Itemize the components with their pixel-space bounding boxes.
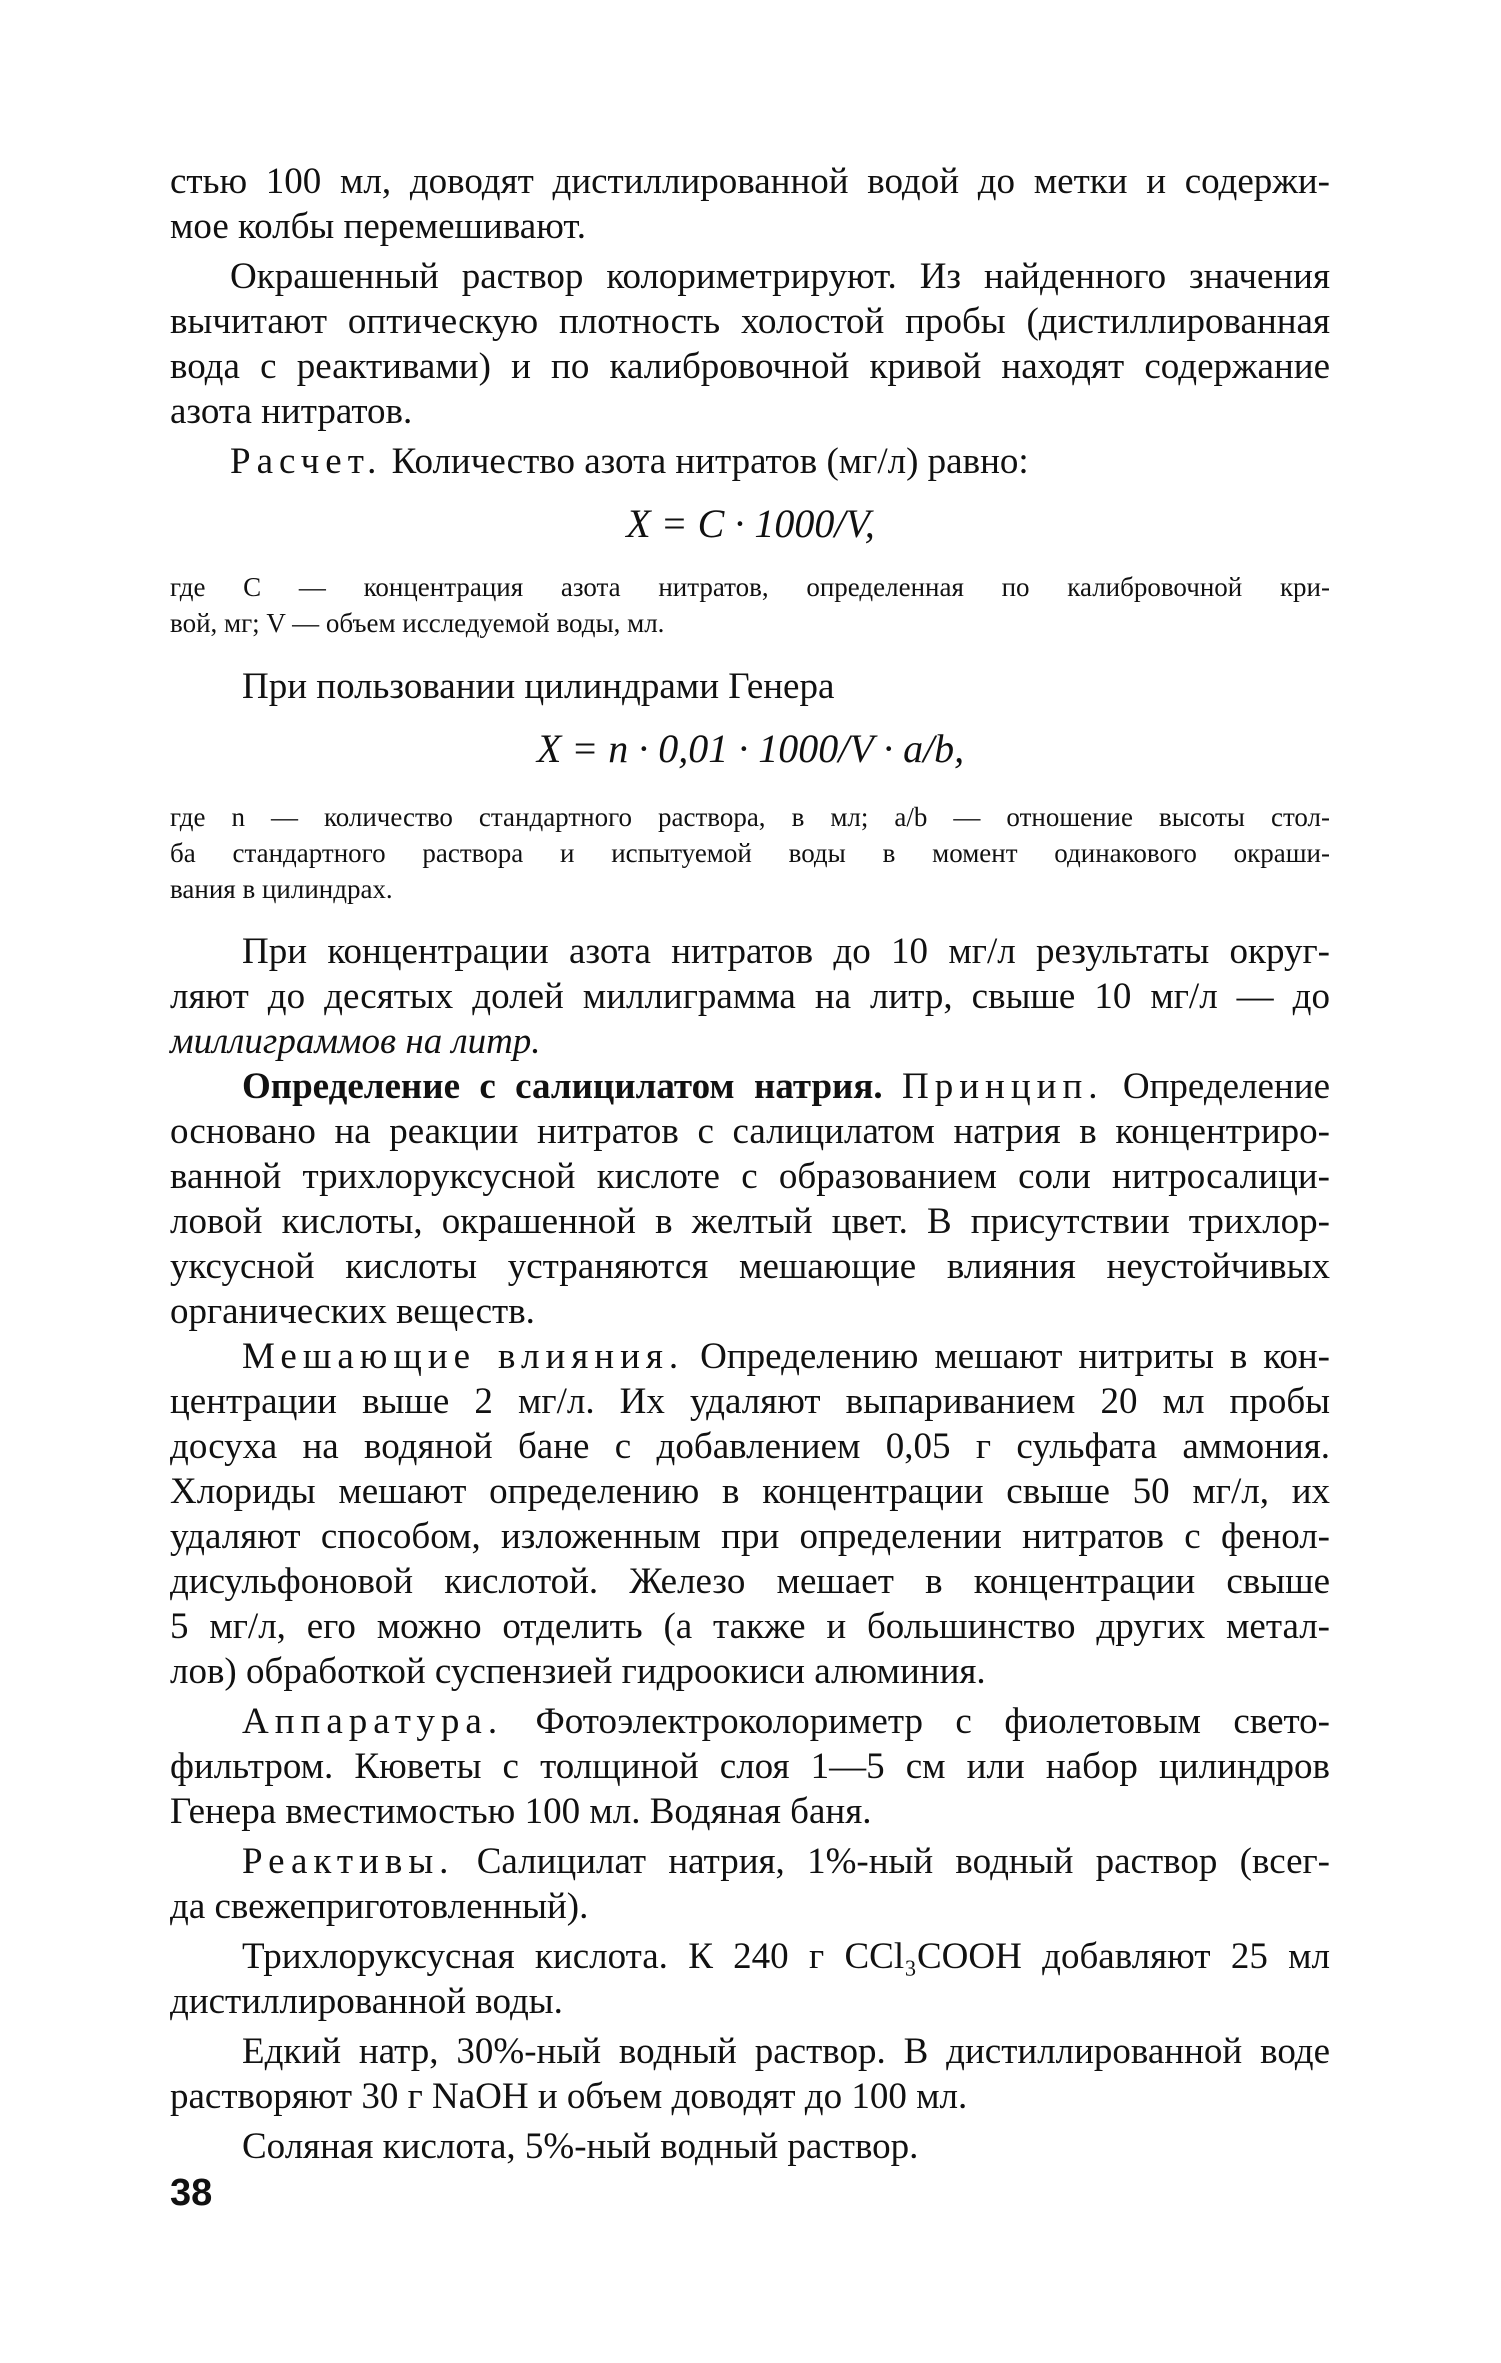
text-line: Едкий натр, 30%-ный водный раствор. В дистиллированной воде [242, 2031, 1330, 2072]
text-line: вода с реактивами) и по калибровочной кривой находят содержание [170, 346, 1330, 387]
text-line: При концентрации азота нитратов до 10 мг/л результаты округ- [242, 931, 1330, 972]
note-line: вой, мг; V — объем исследуемой воды, мл. [170, 608, 665, 638]
text-fragment: Определение [1122, 1066, 1331, 1107]
text-line: дисульфоновой кислотой. Железо мешает в концентрации свыше [170, 1561, 1330, 1602]
text-line: растворяют 30 г NaOH и объем доводят до 100 мл. [170, 2076, 968, 2117]
principle-heading: Принцип. [902, 1066, 1104, 1107]
calc-text: Количество азота нитратов (мг/л) равно: [391, 441, 1029, 482]
note-line: ба стандартного раствора и испытуемой воды в момент одинакового окраши- [170, 838, 1330, 868]
text-line: При пользовании цилиндрами Генера [242, 666, 835, 707]
apparatus-heading: Аппаратура. [242, 1701, 504, 1742]
text-line: ловой кислоты, окрашенной в желтый цвет. В присутствии трихлор- [170, 1201, 1330, 1242]
text-fragment: Салицилат натрия, 1%-ный водный раствор (всег- [476, 1841, 1330, 1882]
text-line: удаляют способом, изложенным при определении нитратов с фенол- [170, 1516, 1330, 1557]
interference-line [242, 1335, 1330, 1379]
calc-heading: Расчет. [230, 441, 383, 482]
text-line: Окрашенный раствор колориметрируют. Из найденного значения [230, 256, 1330, 297]
calc-line [230, 440, 1330, 484]
formula-concentration: X = C · 1000/V, [626, 501, 875, 546]
text-fragment: Фотоэлектроколориметр с фиолетовым свето- [535, 1701, 1330, 1742]
text-line: Трихлоруксусная кислота. К 240 г CCl₃COOH добавляют 25 мл [242, 1936, 1330, 1977]
text-fragment: Определению мешают нитриты в кон- [700, 1336, 1330, 1377]
apparatus-line [242, 1700, 1330, 1744]
text-line: Хлориды мешают определению в концентрации свыше 50 мг/л, их [170, 1471, 1330, 1512]
text-line: 5 мг/л, его можно отделить (а также и большинство других метал- [170, 1606, 1330, 1647]
interference-heading: Мешающие влияния. [242, 1336, 685, 1377]
text-line: досуха на водяной бане с добавлением 0,05 г сульфата аммония. [170, 1426, 1330, 1467]
reagents-heading: Реактивы. [242, 1841, 455, 1882]
text-line: фильтром. Кюветы с толщиной слоя 1—5 см или набор цилиндров [170, 1746, 1330, 1787]
note-line: вания в цилиндрах. [170, 874, 393, 904]
text-line: Соляная кислота, 5%-ный водный раствор. [242, 2126, 919, 2167]
text-line: вычитают оптическую плотность холостой пробы (дистиллированная [170, 301, 1330, 342]
note-line: где C — концентрация азота нитратов, определенная по калибровочной кри- [170, 572, 1330, 602]
text-line: органических веществ. [170, 1291, 535, 1332]
text-line: азота нитратов. [170, 391, 413, 432]
text-line: дистиллированной воды. [170, 1981, 563, 2022]
section-line [242, 1065, 1330, 1109]
text-line: Генера вместимостью 100 мл. Водяная баня. [170, 1791, 872, 1832]
text-line: лов) обработкой суспензией гидроокиси алюминия. [170, 1651, 986, 1692]
text-line: стью 100 мл, доводят дистиллированной водой до метки и содержи- [170, 161, 1330, 202]
note-line: где n — количество стандартного раствора, в мл; a/b — отношение высоты стол- [170, 802, 1330, 832]
text-line: мое колбы перемешивают. [170, 206, 587, 247]
page-number: 38 [170, 2172, 213, 2214]
text-line: ванной трихлоруксусной кислоте с образованием соли нитросалици- [170, 1156, 1330, 1197]
text-line: центрации выше 2 мг/л. Их удаляют выпариванием 20 мл пробы [170, 1381, 1330, 1422]
section-title: Определение с салицилатом натрия. [242, 1066, 883, 1107]
text-line: да свежеприготовленный). [170, 1886, 589, 1927]
text-line: уксусной кислоты устраняются мешающие влияния неустойчивых [170, 1246, 1330, 1287]
reagents-line [242, 1840, 1330, 1884]
text-line: миллиграммов на литр. [170, 1021, 541, 1062]
formula-cylinders: X = n · 0,01 · 1000/V · a/b, [536, 726, 965, 771]
text-line: ляют до десятых долей миллиграмма на литр, свыше 10 мг/л — до [170, 976, 1330, 1017]
text-line: основано на реакции нитратов с салицилатом натрия в концентриро- [170, 1111, 1330, 1152]
